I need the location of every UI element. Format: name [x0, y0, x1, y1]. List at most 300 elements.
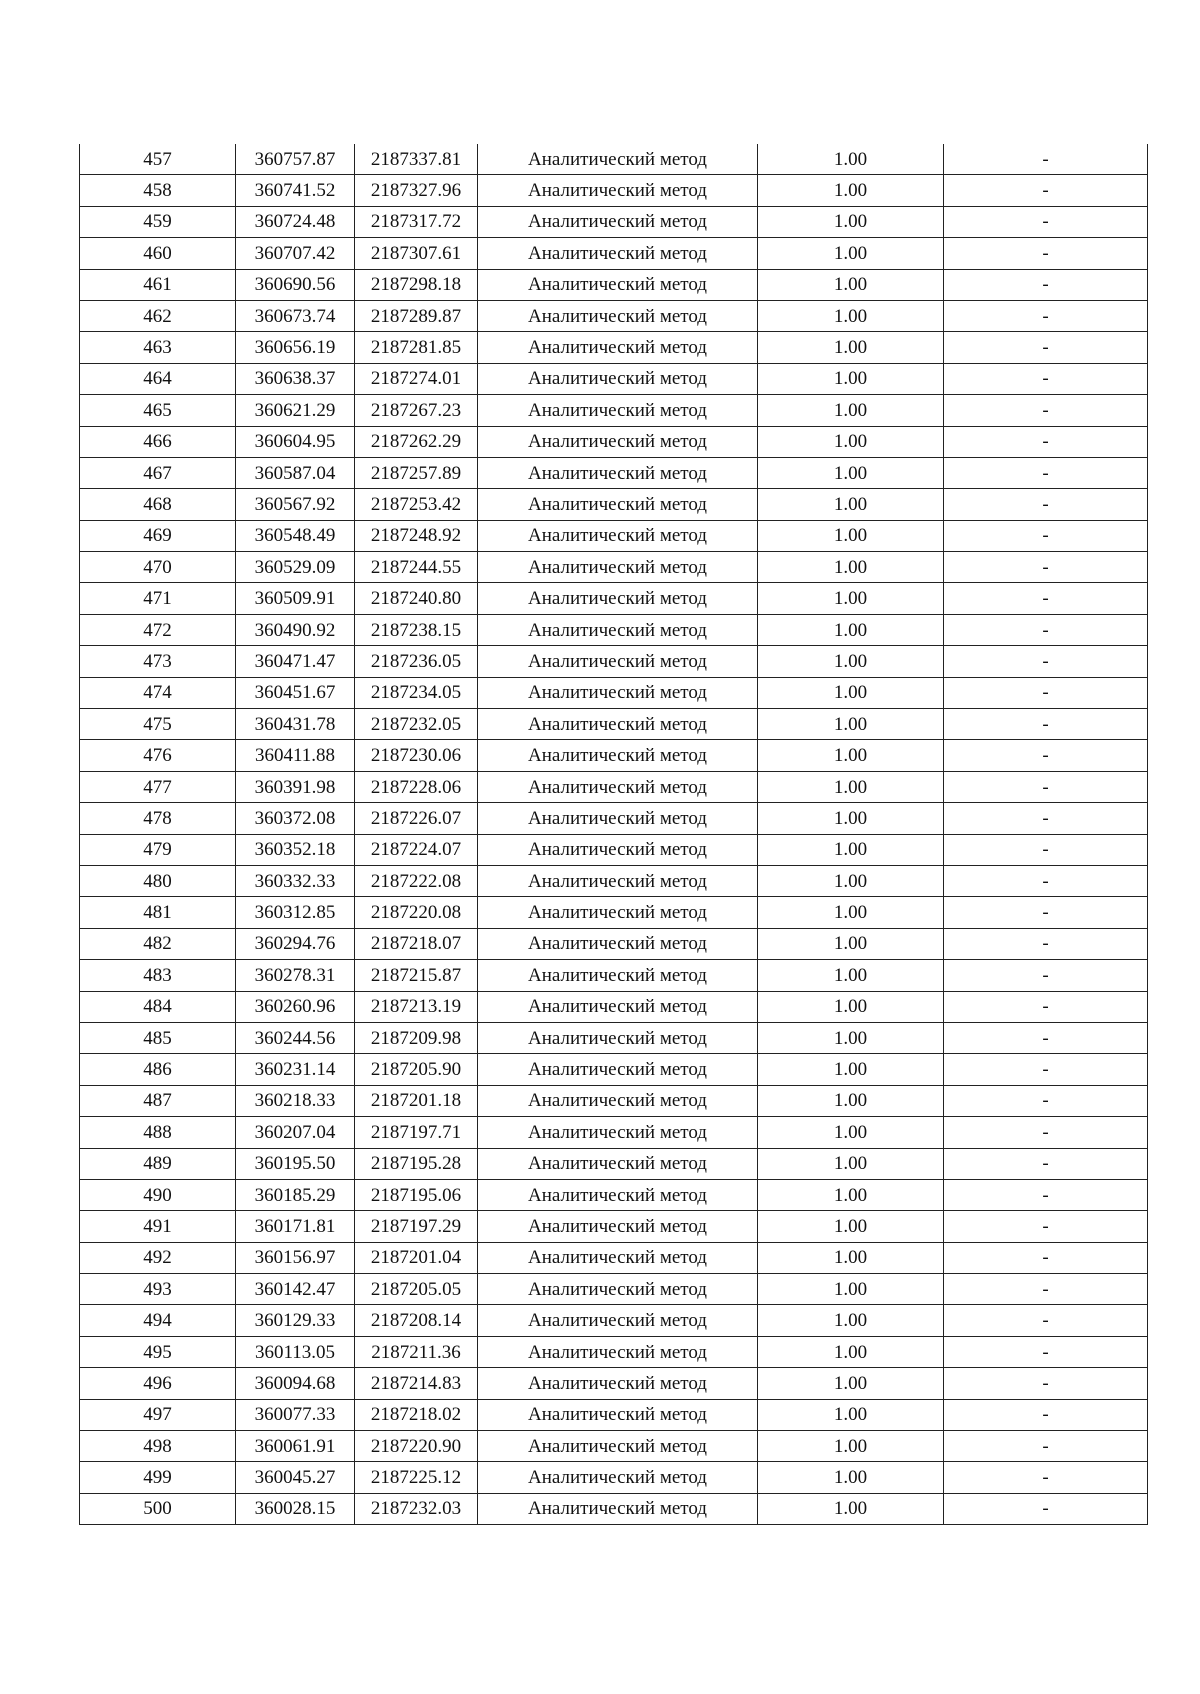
table-row [80, 1117, 1148, 1148]
error-cell: 1.00 [758, 1274, 944, 1305]
method-cell: Аналитический метод [478, 175, 758, 206]
coordinate-y-cell: 2187240.80 [355, 583, 478, 614]
description-cell: - [944, 1399, 1148, 1430]
coordinate-x-cell: 360529.09 [236, 552, 355, 583]
coordinate-x-cell: 360094.68 [236, 1368, 355, 1399]
coordinate-y-cell: 2187201.18 [355, 1085, 478, 1116]
coordinate-x-cell: 360278.31 [236, 960, 355, 991]
table-row [80, 897, 1148, 928]
coordinate-y-cell: 2187281.85 [355, 332, 478, 363]
coordinate-y-cell: 2187225.12 [355, 1462, 478, 1493]
point-number-cell: 457 [80, 144, 236, 175]
coordinate-y-cell: 2187253.42 [355, 489, 478, 520]
coordinate-y-cell: 2187215.87 [355, 960, 478, 991]
coordinate-y-cell: 2187238.15 [355, 614, 478, 645]
coordinate-x-cell: 360490.92 [236, 614, 355, 645]
description-cell: - [944, 489, 1148, 520]
point-number-cell: 493 [80, 1274, 236, 1305]
description-cell: - [944, 740, 1148, 771]
coordinate-x-cell: 360185.29 [236, 1179, 355, 1210]
coordinate-y-cell: 2187267.23 [355, 395, 478, 426]
table-row [80, 1368, 1148, 1399]
point-number-cell: 483 [80, 960, 236, 991]
point-number-cell: 492 [80, 1242, 236, 1273]
error-cell: 1.00 [758, 771, 944, 802]
point-number-cell: 459 [80, 206, 236, 237]
method-cell: Аналитический метод [478, 614, 758, 645]
table-row [80, 1179, 1148, 1210]
description-cell: - [944, 960, 1148, 991]
method-cell: Аналитический метод [478, 269, 758, 300]
point-number-cell: 476 [80, 740, 236, 771]
coordinate-x-cell: 360587.04 [236, 457, 355, 488]
error-cell: 1.00 [758, 1085, 944, 1116]
point-number-cell: 461 [80, 269, 236, 300]
coordinate-y-cell: 2187232.05 [355, 709, 478, 740]
coordinate-y-cell: 2187274.01 [355, 363, 478, 394]
coordinates-table [79, 144, 1148, 1525]
coordinate-y-cell: 2187195.28 [355, 1148, 478, 1179]
error-cell: 1.00 [758, 1054, 944, 1085]
coordinate-y-cell: 2187224.07 [355, 834, 478, 865]
error-cell: 1.00 [758, 552, 944, 583]
table-row [80, 991, 1148, 1022]
point-number-cell: 468 [80, 489, 236, 520]
coordinate-x-cell: 360391.98 [236, 771, 355, 802]
error-cell: 1.00 [758, 489, 944, 520]
coordinate-x-cell: 360231.14 [236, 1054, 355, 1085]
coordinate-y-cell: 2187220.08 [355, 897, 478, 928]
coordinate-x-cell: 360352.18 [236, 834, 355, 865]
description-cell: - [944, 803, 1148, 834]
error-cell: 1.00 [758, 1211, 944, 1242]
description-cell: - [944, 269, 1148, 300]
description-cell: - [944, 395, 1148, 426]
point-number-cell: 480 [80, 865, 236, 896]
error-cell: 1.00 [758, 206, 944, 237]
method-cell: Аналитический метод [478, 960, 758, 991]
description-cell: - [944, 928, 1148, 959]
description-cell: - [944, 677, 1148, 708]
coordinate-y-cell: 2187205.90 [355, 1054, 478, 1085]
description-cell: - [944, 332, 1148, 363]
coordinate-y-cell: 2187298.18 [355, 269, 478, 300]
coordinate-x-cell: 360061.91 [236, 1431, 355, 1462]
coordinate-y-cell: 2187228.06 [355, 771, 478, 802]
error-cell: 1.00 [758, 144, 944, 175]
description-cell: - [944, 206, 1148, 237]
coordinate-x-cell: 360207.04 [236, 1117, 355, 1148]
point-number-cell: 485 [80, 1022, 236, 1053]
coordinate-x-cell: 360171.81 [236, 1211, 355, 1242]
coordinate-y-cell: 2187337.81 [355, 144, 478, 175]
coordinate-x-cell: 360077.33 [236, 1399, 355, 1430]
point-number-cell: 473 [80, 646, 236, 677]
coordinate-y-cell: 2187257.89 [355, 457, 478, 488]
point-number-cell: 491 [80, 1211, 236, 1242]
coordinate-y-cell: 2187307.61 [355, 238, 478, 269]
method-cell: Аналитический метод [478, 1054, 758, 1085]
coordinate-x-cell: 360195.50 [236, 1148, 355, 1179]
method-cell: Аналитический метод [478, 897, 758, 928]
coordinate-x-cell: 360372.08 [236, 803, 355, 834]
coordinate-y-cell: 2187248.92 [355, 520, 478, 551]
description-cell: - [944, 1148, 1148, 1179]
description-cell: - [944, 363, 1148, 394]
method-cell: Аналитический метод [478, 1399, 758, 1430]
description-cell: - [944, 1368, 1148, 1399]
table-row [80, 1211, 1148, 1242]
table-row [80, 552, 1148, 583]
method-cell: Аналитический метод [478, 1242, 758, 1273]
coordinate-x-cell: 360656.19 [236, 332, 355, 363]
coordinate-y-cell: 2187220.90 [355, 1431, 478, 1462]
method-cell: Аналитический метод [478, 332, 758, 363]
table-row [80, 1305, 1148, 1336]
coordinate-x-cell: 360673.74 [236, 300, 355, 331]
method-cell: Аналитический метод [478, 928, 758, 959]
point-number-cell: 488 [80, 1117, 236, 1148]
coordinate-x-cell: 360431.78 [236, 709, 355, 740]
coordinate-x-cell: 360741.52 [236, 175, 355, 206]
description-cell: - [944, 897, 1148, 928]
error-cell: 1.00 [758, 1493, 944, 1524]
description-cell: - [944, 1085, 1148, 1116]
error-cell: 1.00 [758, 1399, 944, 1430]
point-number-cell: 460 [80, 238, 236, 269]
error-cell: 1.00 [758, 897, 944, 928]
point-number-cell: 495 [80, 1336, 236, 1367]
point-number-cell: 497 [80, 1399, 236, 1430]
coordinate-x-cell: 360707.42 [236, 238, 355, 269]
method-cell: Аналитический метод [478, 771, 758, 802]
error-cell: 1.00 [758, 865, 944, 896]
coordinate-y-cell: 2187211.36 [355, 1336, 478, 1367]
method-cell: Аналитический метод [478, 583, 758, 614]
point-number-cell: 482 [80, 928, 236, 959]
method-cell: Аналитический метод [478, 1493, 758, 1524]
coordinate-x-cell: 360471.47 [236, 646, 355, 677]
error-cell: 1.00 [758, 614, 944, 645]
description-cell: - [944, 614, 1148, 645]
table-row [80, 457, 1148, 488]
error-cell: 1.00 [758, 709, 944, 740]
point-number-cell: 499 [80, 1462, 236, 1493]
point-number-cell: 472 [80, 614, 236, 645]
error-cell: 1.00 [758, 928, 944, 959]
table-row [80, 709, 1148, 740]
error-cell: 1.00 [758, 300, 944, 331]
method-cell: Аналитический метод [478, 803, 758, 834]
description-cell: - [944, 709, 1148, 740]
coordinate-y-cell: 2187234.05 [355, 677, 478, 708]
point-number-cell: 464 [80, 363, 236, 394]
point-number-cell: 463 [80, 332, 236, 363]
table-row [80, 1054, 1148, 1085]
point-number-cell: 487 [80, 1085, 236, 1116]
description-cell: - [944, 175, 1148, 206]
description-cell: - [944, 1431, 1148, 1462]
error-cell: 1.00 [758, 175, 944, 206]
method-cell: Аналитический метод [478, 991, 758, 1022]
point-number-cell: 498 [80, 1431, 236, 1462]
table-row [80, 489, 1148, 520]
error-cell: 1.00 [758, 238, 944, 269]
description-cell: - [944, 1211, 1148, 1242]
description-cell: - [944, 520, 1148, 551]
error-cell: 1.00 [758, 646, 944, 677]
coordinate-y-cell: 2187195.06 [355, 1179, 478, 1210]
method-cell: Аналитический метод [478, 144, 758, 175]
coordinate-x-cell: 360567.92 [236, 489, 355, 520]
point-number-cell: 477 [80, 771, 236, 802]
error-cell: 1.00 [758, 457, 944, 488]
method-cell: Аналитический метод [478, 1148, 758, 1179]
coordinate-x-cell: 360156.97 [236, 1242, 355, 1273]
method-cell: Аналитический метод [478, 1211, 758, 1242]
table-row [80, 1242, 1148, 1273]
point-number-cell: 475 [80, 709, 236, 740]
coordinate-y-cell: 2187197.71 [355, 1117, 478, 1148]
table-row [80, 426, 1148, 457]
point-number-cell: 486 [80, 1054, 236, 1085]
point-number-cell: 471 [80, 583, 236, 614]
error-cell: 1.00 [758, 1148, 944, 1179]
table-row [80, 363, 1148, 394]
coordinate-y-cell: 2187226.07 [355, 803, 478, 834]
coordinate-y-cell: 2187230.06 [355, 740, 478, 771]
description-cell: - [944, 1054, 1148, 1085]
method-cell: Аналитический метод [478, 426, 758, 457]
table-row [80, 520, 1148, 551]
method-cell: Аналитический метод [478, 1462, 758, 1493]
error-cell: 1.00 [758, 1242, 944, 1273]
point-number-cell: 494 [80, 1305, 236, 1336]
coordinate-y-cell: 2187218.07 [355, 928, 478, 959]
table-row [80, 175, 1148, 206]
error-cell: 1.00 [758, 677, 944, 708]
description-cell: - [944, 1242, 1148, 1273]
point-number-cell: 466 [80, 426, 236, 457]
method-cell: Аналитический метод [478, 1117, 758, 1148]
coordinate-x-cell: 360757.87 [236, 144, 355, 175]
coordinate-x-cell: 360028.15 [236, 1493, 355, 1524]
table-row [80, 834, 1148, 865]
error-cell: 1.00 [758, 426, 944, 457]
table-row [80, 960, 1148, 991]
point-number-cell: 470 [80, 552, 236, 583]
coordinate-x-cell: 360332.33 [236, 865, 355, 896]
coordinate-y-cell: 2187208.14 [355, 1305, 478, 1336]
coordinate-x-cell: 360218.33 [236, 1085, 355, 1116]
error-cell: 1.00 [758, 395, 944, 426]
error-cell: 1.00 [758, 363, 944, 394]
point-number-cell: 465 [80, 395, 236, 426]
table-row [80, 771, 1148, 802]
table-row [80, 1493, 1148, 1524]
method-cell: Аналитический метод [478, 1179, 758, 1210]
coordinate-x-cell: 360724.48 [236, 206, 355, 237]
error-cell: 1.00 [758, 520, 944, 551]
coordinate-x-cell: 360690.56 [236, 269, 355, 300]
method-cell: Аналитический метод [478, 1085, 758, 1116]
method-cell: Аналитический метод [478, 520, 758, 551]
method-cell: Аналитический метод [478, 238, 758, 269]
coordinate-y-cell: 2187197.29 [355, 1211, 478, 1242]
point-number-cell: 484 [80, 991, 236, 1022]
coordinate-x-cell: 360260.96 [236, 991, 355, 1022]
coordinate-x-cell: 360604.95 [236, 426, 355, 457]
description-cell: - [944, 144, 1148, 175]
point-number-cell: 490 [80, 1179, 236, 1210]
error-cell: 1.00 [758, 991, 944, 1022]
coordinate-y-cell: 2187214.83 [355, 1368, 478, 1399]
coordinate-y-cell: 2187201.04 [355, 1242, 478, 1273]
table-row [80, 677, 1148, 708]
coordinate-y-cell: 2187244.55 [355, 552, 478, 583]
point-number-cell: 500 [80, 1493, 236, 1524]
error-cell: 1.00 [758, 1179, 944, 1210]
method-cell: Аналитический метод [478, 865, 758, 896]
error-cell: 1.00 [758, 1368, 944, 1399]
point-number-cell: 467 [80, 457, 236, 488]
coordinate-y-cell: 2187205.05 [355, 1274, 478, 1305]
method-cell: Аналитический метод [478, 1431, 758, 1462]
point-number-cell: 458 [80, 175, 236, 206]
table-row [80, 332, 1148, 363]
coordinate-x-cell: 360509.91 [236, 583, 355, 614]
table-row [80, 1148, 1148, 1179]
description-cell: - [944, 991, 1148, 1022]
method-cell: Аналитический метод [478, 677, 758, 708]
table-row [80, 583, 1148, 614]
table-row [80, 1399, 1148, 1430]
method-cell: Аналитический метод [478, 206, 758, 237]
coordinate-y-cell: 2187218.02 [355, 1399, 478, 1430]
coordinate-y-cell: 2187236.05 [355, 646, 478, 677]
method-cell: Аналитический метод [478, 740, 758, 771]
table-row [80, 144, 1148, 175]
table-row [80, 395, 1148, 426]
coordinate-x-cell: 360129.33 [236, 1305, 355, 1336]
point-number-cell: 469 [80, 520, 236, 551]
method-cell: Аналитический метод [478, 552, 758, 583]
coordinate-y-cell: 2187289.87 [355, 300, 478, 331]
table-row [80, 1462, 1148, 1493]
error-cell: 1.00 [758, 1117, 944, 1148]
description-cell: - [944, 426, 1148, 457]
method-cell: Аналитический метод [478, 1305, 758, 1336]
coordinate-x-cell: 360113.05 [236, 1336, 355, 1367]
coordinate-x-cell: 360294.76 [236, 928, 355, 959]
error-cell: 1.00 [758, 1022, 944, 1053]
description-cell: - [944, 646, 1148, 677]
description-cell: - [944, 834, 1148, 865]
coordinate-x-cell: 360045.27 [236, 1462, 355, 1493]
method-cell: Аналитический метод [478, 709, 758, 740]
table-row [80, 928, 1148, 959]
description-cell: - [944, 771, 1148, 802]
error-cell: 1.00 [758, 269, 944, 300]
method-cell: Аналитический метод [478, 363, 758, 394]
method-cell: Аналитический метод [478, 395, 758, 426]
error-cell: 1.00 [758, 960, 944, 991]
description-cell: - [944, 238, 1148, 269]
table-row [80, 803, 1148, 834]
error-cell: 1.00 [758, 1336, 944, 1367]
description-cell: - [944, 1022, 1148, 1053]
table-row [80, 269, 1148, 300]
method-cell: Аналитический метод [478, 489, 758, 520]
coordinate-x-cell: 360244.56 [236, 1022, 355, 1053]
coordinate-x-cell: 360312.85 [236, 897, 355, 928]
table-row [80, 1022, 1148, 1053]
error-cell: 1.00 [758, 740, 944, 771]
method-cell: Аналитический метод [478, 646, 758, 677]
table-row [80, 740, 1148, 771]
point-number-cell: 496 [80, 1368, 236, 1399]
error-cell: 1.00 [758, 583, 944, 614]
error-cell: 1.00 [758, 803, 944, 834]
description-cell: - [944, 1274, 1148, 1305]
coordinate-x-cell: 360411.88 [236, 740, 355, 771]
description-cell: - [944, 300, 1148, 331]
coordinate-y-cell: 2187232.03 [355, 1493, 478, 1524]
method-cell: Аналитический метод [478, 457, 758, 488]
coordinate-y-cell: 2187317.72 [355, 206, 478, 237]
coordinates-table-body [80, 144, 1148, 1525]
point-number-cell: 462 [80, 300, 236, 331]
method-cell: Аналитический метод [478, 1336, 758, 1367]
table-row [80, 865, 1148, 896]
coordinate-x-cell: 360638.37 [236, 363, 355, 394]
coordinate-y-cell: 2187222.08 [355, 865, 478, 896]
description-cell: - [944, 1493, 1148, 1524]
description-cell: - [944, 583, 1148, 614]
description-cell: - [944, 552, 1148, 583]
error-cell: 1.00 [758, 1305, 944, 1336]
error-cell: 1.00 [758, 1462, 944, 1493]
table-row [80, 1431, 1148, 1462]
coordinate-y-cell: 2187262.29 [355, 426, 478, 457]
coordinate-y-cell: 2187213.19 [355, 991, 478, 1022]
description-cell: - [944, 865, 1148, 896]
point-number-cell: 474 [80, 677, 236, 708]
description-cell: - [944, 1336, 1148, 1367]
method-cell: Аналитический метод [478, 834, 758, 865]
method-cell: Аналитический метод [478, 1022, 758, 1053]
description-cell: - [944, 457, 1148, 488]
error-cell: 1.00 [758, 1431, 944, 1462]
coordinate-y-cell: 2187327.96 [355, 175, 478, 206]
description-cell: - [944, 1462, 1148, 1493]
point-number-cell: 481 [80, 897, 236, 928]
table-row [80, 1336, 1148, 1367]
method-cell: Аналитический метод [478, 1368, 758, 1399]
table-row [80, 300, 1148, 331]
error-cell: 1.00 [758, 332, 944, 363]
method-cell: Аналитический метод [478, 300, 758, 331]
table-row [80, 1085, 1148, 1116]
table-row [80, 238, 1148, 269]
point-number-cell: 478 [80, 803, 236, 834]
coordinate-x-cell: 360451.67 [236, 677, 355, 708]
coordinate-x-cell: 360548.49 [236, 520, 355, 551]
coordinate-x-cell: 360142.47 [236, 1274, 355, 1305]
table-row [80, 614, 1148, 645]
description-cell: - [944, 1179, 1148, 1210]
coordinate-y-cell: 2187209.98 [355, 1022, 478, 1053]
